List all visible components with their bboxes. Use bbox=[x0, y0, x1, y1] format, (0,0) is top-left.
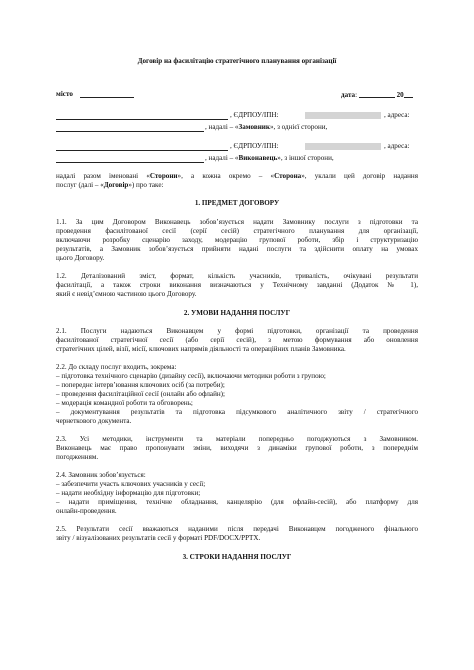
paragraph-line: Виконавець має право пропонувати зміни, виходячи з динаміки групової роботи, з попереднім bbox=[56, 444, 418, 452]
list-item: – проведення фасилітаційної сесії (онлайн або офлайн); bbox=[56, 390, 225, 398]
list-item: чернеткового документа. bbox=[56, 417, 132, 425]
paragraph-line: фасилітованої стратегічної сесії (або серії сесій), з метою формування або оновлення bbox=[56, 336, 418, 344]
date-blank[interactable] bbox=[359, 90, 395, 98]
list-item: – забезпечити участь ключових учасників у сесії; bbox=[56, 480, 206, 488]
intro-text: », уклали цей договір надання bbox=[301, 172, 418, 180]
list-item: – надати приміщення, технічне обладнання, канцелярію (для офлайн-сесій), або платформу для bbox=[56, 498, 418, 506]
paragraph-line: який є невід’ємною частиною цього Договору. bbox=[56, 290, 197, 298]
customer-edrpou-field[interactable] bbox=[305, 112, 381, 119]
date-field bbox=[341, 90, 413, 100]
paragraph-line: включаючи розробку сценарію заходу, модерацію групової роботи, збір і структуризацію bbox=[56, 236, 418, 244]
paragraph-line: результатів, а Замовник зобов’язується прийняти надані послуги та здійснити оплату на умовах bbox=[56, 245, 418, 253]
intro-text: », а кожна окремо – « bbox=[177, 172, 275, 180]
paragraph-line: стратегічних цілей, візії, місії, ключових напрямів діяльності та операційних планів Замовника. bbox=[56, 345, 346, 353]
paragraph-line: 2.2. До складу послуг входить, зокрема: bbox=[56, 363, 177, 371]
paragraph-line: фасилітації, а також строки виконання визначаються у Технічному завданні (Додаток № 1), bbox=[56, 281, 418, 289]
list-item: онлайн-проведення. bbox=[56, 507, 117, 515]
contractor-address-blank[interactable] bbox=[56, 155, 204, 163]
customer-address-label: , адреса: bbox=[384, 111, 410, 119]
intro-contract: Договір bbox=[103, 181, 129, 189]
customer-address-blank[interactable] bbox=[56, 124, 204, 132]
paragraph-line: проведення фасилітованої сесії (серії сесій) стратегічного планування для організації, bbox=[56, 227, 418, 235]
section-2-heading: 2. УМОВИ НАДАННЯ ПОСЛУГ bbox=[183, 309, 291, 317]
list-item: – модерація командної роботи та обговорень; bbox=[56, 399, 193, 407]
intro-line-1 bbox=[56, 172, 418, 181]
contractor-address-label: , адреса: bbox=[384, 142, 410, 150]
intro-text: послуг (далі – « bbox=[56, 181, 104, 189]
intro-line-2 bbox=[56, 181, 163, 190]
paragraph-line: 2.3. Усі методики, інструменти та матеріали попередньо погоджуються з Замовником. bbox=[56, 435, 418, 443]
contractor-role-prefix: , надалі – « bbox=[205, 154, 239, 162]
section-1-heading: 1. ПРЕДМЕТ ДОГОВОРУ bbox=[194, 199, 280, 207]
paragraph-line: 1.2. Деталізований зміст, формат, кількість учасників, тривалість, очікувані результати bbox=[56, 272, 418, 280]
date-label: дата bbox=[341, 91, 356, 99]
list-item: – підготовка технічного сценарію (дизайну сесії), включаючи методики роботи з групою; bbox=[56, 372, 326, 380]
intro-parties: Сторони bbox=[149, 172, 178, 180]
contractor-role-suffix: », з іншої сторони, bbox=[277, 154, 334, 162]
document-title: Договір на фасилітацію стратегічного планування організації bbox=[137, 57, 337, 65]
intro-text: ») про таке: bbox=[128, 181, 164, 189]
list-item: – надати необхідну інформацію для підготовки; bbox=[56, 489, 201, 497]
list-item: – попереднє інтерв’ювання ключових осіб (за потреби); bbox=[56, 381, 225, 389]
year-prefix: 20 bbox=[396, 91, 404, 99]
customer-edrpou-label: , ЄДРПОУ/ІПН: bbox=[230, 111, 279, 119]
year-blank[interactable] bbox=[404, 90, 413, 98]
city-label: місто bbox=[56, 90, 73, 98]
date-separator: : bbox=[355, 91, 358, 99]
customer-role: Замовник bbox=[238, 123, 270, 131]
paragraph-line: 2.5. Результати сесії вважаються наданими після передачі Виконавцем погодженого фінального bbox=[56, 525, 418, 533]
paragraph-line: звіту / візуалізованих результатів сесії у форматі PDF/DOCX/PPTX. bbox=[56, 534, 261, 542]
paragraph-line: погодженням. bbox=[56, 453, 99, 461]
contractor-role-line bbox=[205, 154, 334, 163]
intro-party: Сторона bbox=[274, 172, 302, 180]
paragraph-line: цього Договору. bbox=[56, 254, 105, 262]
customer-role-prefix: , надалі – « bbox=[205, 123, 239, 131]
customer-role-suffix: », з однієї сторони, bbox=[269, 123, 328, 131]
customer-role-line bbox=[205, 123, 327, 132]
paragraph-line: 2.1. Послуги надаються Виконавцем у формі підготовки, організації та проведення bbox=[56, 327, 418, 335]
contractor-role: Виконавець bbox=[238, 154, 278, 162]
contractor-name-blank[interactable] bbox=[56, 143, 228, 151]
paragraph-line: 2.4. Замовник зобов’язується: bbox=[56, 471, 146, 479]
customer-name-blank[interactable] bbox=[56, 112, 228, 120]
section-3-heading: 3. СТРОКИ НАДАННЯ ПОСЛУГ bbox=[182, 553, 292, 561]
contractor-edrpou-label: , ЄДРПОУ/ІПН: bbox=[230, 142, 279, 150]
city-blank[interactable] bbox=[80, 90, 134, 98]
list-item: – документування результатів та підготовка підсумкового аналітичного звіту / стратегічного bbox=[56, 408, 418, 416]
contractor-edrpou-field[interactable] bbox=[305, 143, 381, 150]
paragraph-line: 1.1. За цим Договором Виконавець зобов’язується надати Замовнику послуги з підготовки та bbox=[56, 218, 418, 226]
intro-text: надалі разом іменовані « bbox=[56, 172, 150, 180]
